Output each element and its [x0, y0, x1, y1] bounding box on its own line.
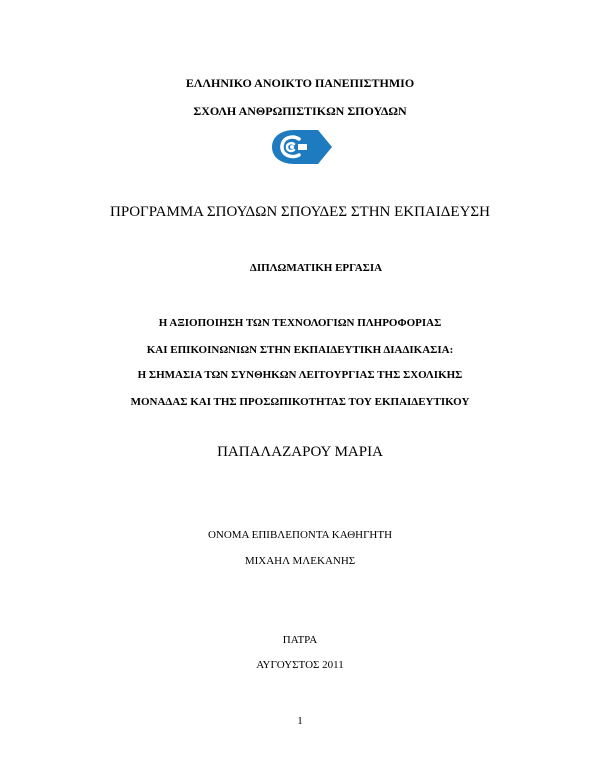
author-name: ΠΑΠΑΛΑΖΑΡΟΥ ΜΑΡΙΑ — [217, 444, 383, 460]
page-number: 1 — [297, 715, 303, 727]
supervisor-label: ΟΝΟΜΑ ΕΠΙΒΛΕΠΟΝΤΑ ΚΑΘΗΓΗΤΗ — [207, 529, 393, 541]
university-logo-icon — [266, 128, 334, 166]
thesis-type: ΔΙΠΛΩΜΑΤΙΚΗ ΕΡΓΑΣΙΑ — [249, 262, 383, 274]
place: ΠΑΤΡΑ — [282, 634, 318, 646]
program-name: ΠΡΟΓΡΑΜΜΑ ΣΠΟΥΔΩΝ ΣΠΟΥΔΕΣ ΣΤΗΝ ΕΚΠΑΙΔΕΥΣΗ — [110, 204, 490, 220]
school-name: ΣΧΟΛΗ ΑΝΘΡΩΠΙΣΤΙΚΩΝ ΣΠΟΥΔΩΝ — [193, 104, 407, 118]
university-name: ΕΛΛΗΝΙΚΟ ΑΝΟΙΚΤΟ ΠΑΝΕΠΙΣΤΗΜΙΟ — [185, 76, 415, 90]
thesis-title-line-1: Η ΑΞΙΟΠΟΙΗΣΗ ΤΩΝ ΤΕΧΝΟΛΟΓΙΩΝ ΠΛΗΡΟΦΟΡΙΑΣ — [158, 317, 442, 329]
supervisor-name: ΜΙΧΑΗΛ ΜΛΕΚΑΝΗΣ — [244, 555, 356, 567]
thesis-title-line-3: Η ΣΗΜΑΣΙΑ ΤΩΝ ΣΥΝΘΗΚΩΝ ΛΕΙΤΟΥΡΓΙΑΣ ΤΗΣ ΣΧΟΛΙΚΗΣ — [137, 369, 463, 381]
thesis-title-line-2: ΚΑΙ ΕΠΙΚΟΙΝΩΝΙΩΝ ΣΤΗΝ ΕΚΠΑΙΔΕΥΤΙΚΗ ΔΙΑΔΙΚΑΣΙΑ: — [146, 344, 454, 356]
thesis-title-line-4: ΜΟΝΑΔΑΣ ΚΑΙ ΤΗΣ ΠΡΟΣΩΠΙΚΟΤΗΤΑΣ ΤΟΥ ΕΚΠΑΙΔΕΥΤΙΚΟΥ — [130, 396, 470, 408]
date: ΑΥΓΟΥΣΤΟΣ 2011 — [256, 659, 344, 671]
